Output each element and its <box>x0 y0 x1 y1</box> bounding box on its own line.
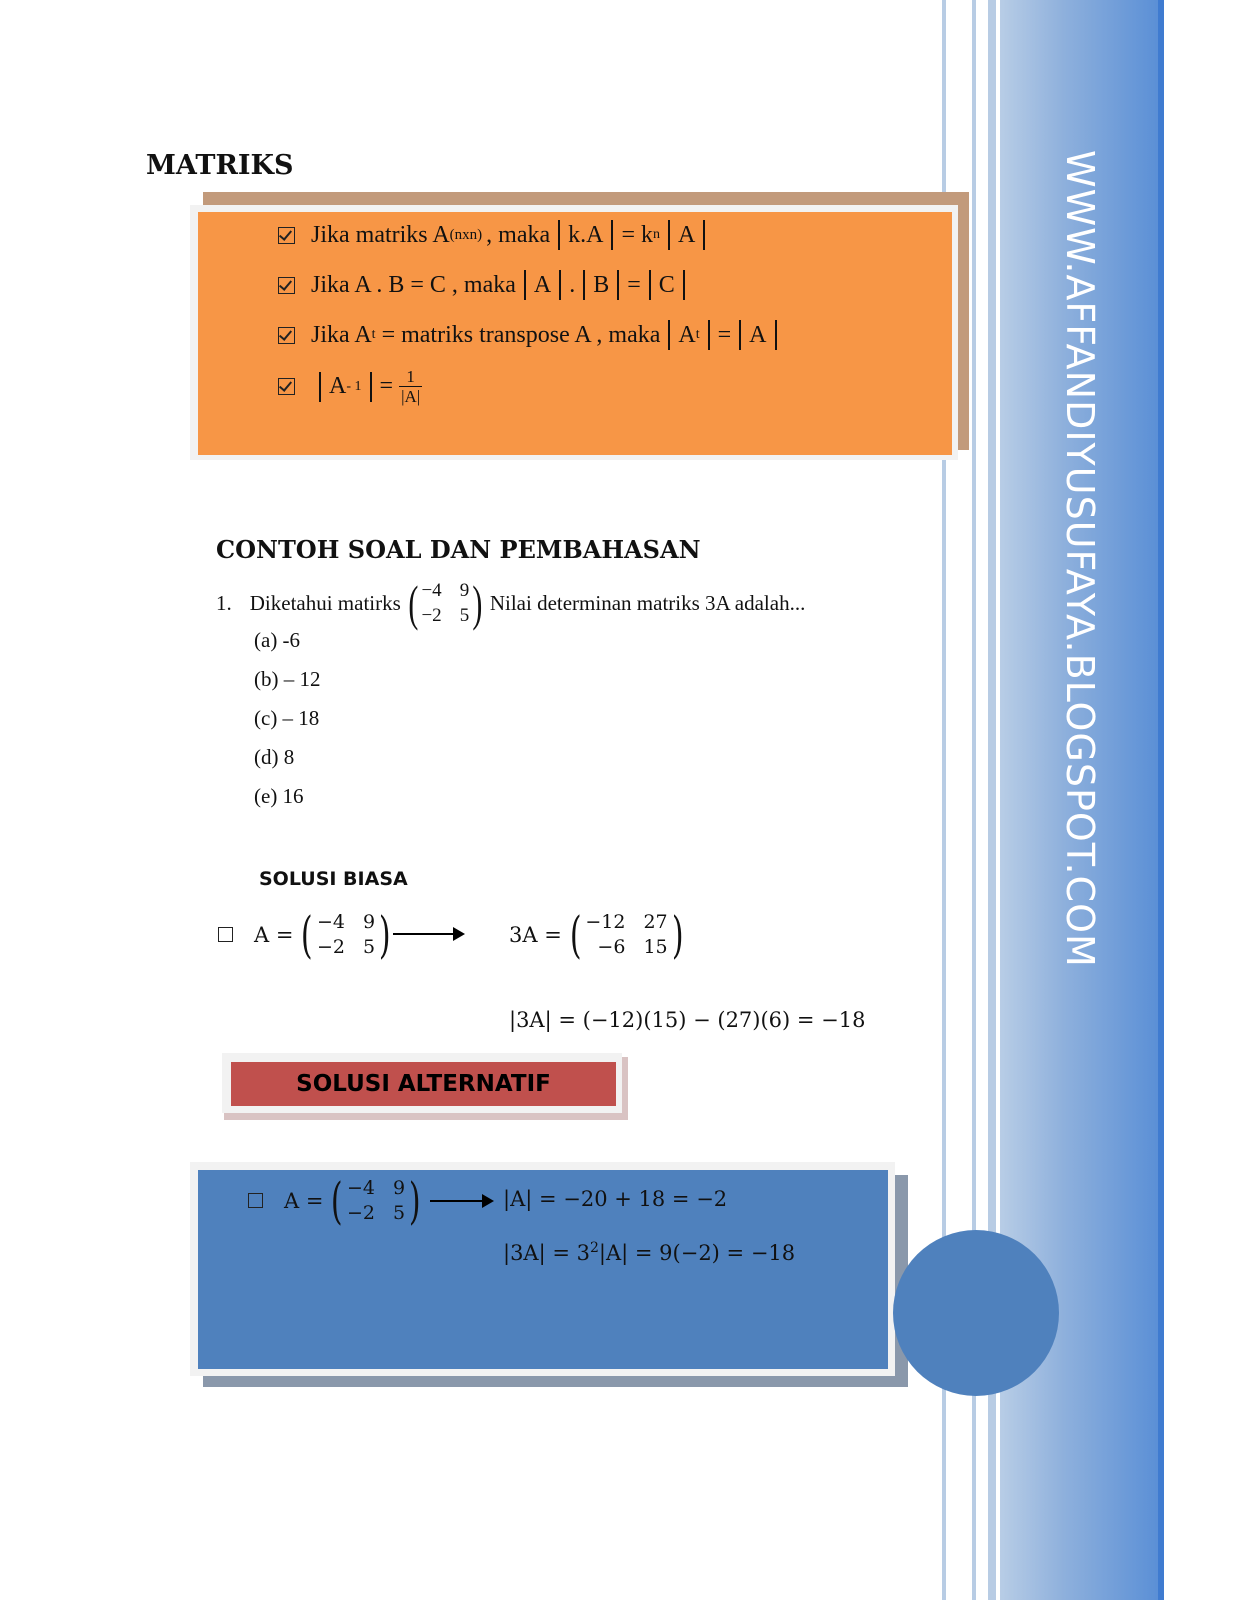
math-text: 3A = <box>509 923 562 947</box>
checkbox-icon <box>278 277 295 294</box>
solusi-biasa-matrix-3a <box>509 906 687 964</box>
matrix-cell: −2 <box>421 605 442 626</box>
property-text: = <box>379 373 394 399</box>
abs-bar <box>617 270 619 300</box>
property-text: A <box>678 221 696 248</box>
matrix-cell: 5 <box>362 936 376 958</box>
checkbox-icon <box>278 378 295 395</box>
matrix-cell: 5 <box>392 1202 406 1224</box>
property-text: Jika A <box>311 321 372 348</box>
matrix-cell: −4 <box>421 580 442 601</box>
math-text: A = <box>254 923 294 947</box>
abs-bar <box>668 320 670 350</box>
arrow-right-icon <box>393 933 463 935</box>
abs-bar <box>611 220 613 250</box>
alt-line-1: |A| = −20 + 18 = −2 <box>503 1187 728 1211</box>
matrix-cell: 15 <box>643 936 668 958</box>
decor-circle <box>893 1230 1059 1396</box>
property-text: . <box>569 271 576 298</box>
right-paren: ) <box>408 1172 421 1230</box>
abs-bar <box>668 220 670 250</box>
matrix-cell: 9 <box>459 580 470 601</box>
math-text: |A| = 9(−2) = −18 <box>598 1241 796 1265</box>
property-text: A <box>749 321 767 348</box>
property-2 <box>278 270 693 300</box>
matrix-cell: 9 <box>392 1177 406 1199</box>
solusi-biasa-title: SOLUSI BIASA <box>259 868 408 890</box>
page-title: MATRIKS <box>146 150 294 181</box>
property-text: A <box>678 321 696 348</box>
option-d: (d) 8 <box>254 745 295 769</box>
right-paren: ) <box>378 906 391 964</box>
math-superscript: 2 <box>589 1240 599 1256</box>
abs-bar <box>683 270 685 300</box>
checkbox-icon <box>218 927 233 942</box>
arrow-right-icon <box>430 1200 492 1202</box>
property-text: = k <box>621 221 654 248</box>
property-3 <box>278 320 785 350</box>
left-paren: ( <box>331 1172 344 1230</box>
question-number: 1. <box>216 590 232 615</box>
blog-url: WWW.AFFANDIYUSUFAYA.BLOGSPOT.COM <box>1058 150 1102 968</box>
matrix-grid <box>347 1176 405 1226</box>
matrix-cell: 9 <box>362 911 376 933</box>
fraction-denominator: |A| <box>401 387 421 406</box>
question-matrix <box>405 575 486 631</box>
properties-box <box>198 212 952 455</box>
checkbox-icon <box>278 227 295 244</box>
solusi-alternatif-banner: SOLUSI ALTERNATIF <box>231 1062 616 1106</box>
abs-bar <box>370 372 372 402</box>
matrix-grid <box>421 578 469 628</box>
abs-bar <box>708 320 710 350</box>
fraction-numerator: 1 <box>406 367 415 386</box>
matrix-cell: 27 <box>643 911 668 933</box>
alt-line-2 <box>503 1240 795 1265</box>
property-subscript: (nxn) <box>449 226 483 243</box>
right-paren: ) <box>472 575 483 631</box>
question-1 <box>216 575 806 631</box>
property-text: Jika A . B = C , maka <box>311 271 516 298</box>
abs-bar <box>775 320 777 350</box>
property-text: A <box>533 271 552 298</box>
property-superscript: - 1 <box>346 378 362 394</box>
abs-bar <box>559 270 561 300</box>
matrix-3a <box>566 906 687 964</box>
property-1 <box>278 220 713 250</box>
math-text: |3A| = 3 <box>503 1241 590 1265</box>
abs-bar <box>583 270 585 300</box>
matrix-cell: −12 <box>585 911 626 933</box>
matrix-cell: 5 <box>459 605 470 626</box>
abs-bar <box>319 372 321 402</box>
left-paren: ( <box>569 906 582 964</box>
property-text: B <box>593 271 610 298</box>
left-paren: ( <box>408 575 419 631</box>
option-b: (b) – 12 <box>254 667 321 691</box>
solusi-biasa-determinant: |3A| = (−12)(15) − (27)(6) = −18 <box>509 1008 866 1032</box>
question-text: Nilai determinan matriks 3A adalah... <box>489 590 806 615</box>
property-superscript: n <box>653 227 661 242</box>
solusi-biasa-matrix-a <box>254 906 395 964</box>
property-text: k.A <box>568 221 604 248</box>
abs-bar <box>649 270 651 300</box>
property-text: A <box>329 373 347 399</box>
matrix-cell: −4 <box>316 911 345 933</box>
matrix-a <box>297 906 394 964</box>
abs-bar <box>739 320 741 350</box>
abs-bar <box>524 270 526 300</box>
option-c: (c) – 18 <box>254 706 320 730</box>
matrix-cell: −2 <box>346 1202 375 1224</box>
property-4 <box>278 367 422 406</box>
property-superscript: t <box>371 327 376 342</box>
option-a: (a) -6 <box>254 628 301 652</box>
checkbox-icon <box>278 327 295 344</box>
fraction <box>399 367 422 406</box>
section-title: CONTOH SOAL DAN PEMBAHASAN <box>216 535 701 564</box>
matrix-cell: −4 <box>346 1177 375 1199</box>
question-text: Diketahui matirks <box>249 590 401 615</box>
property-text: C <box>658 271 675 298</box>
property-superscript: t <box>695 327 700 342</box>
property-text: = <box>627 271 641 298</box>
left-paren: ( <box>301 906 314 964</box>
matrix-a <box>327 1172 424 1230</box>
decor-side-edge <box>1158 0 1164 1600</box>
property-text: , maka <box>486 221 551 248</box>
matrix-grid <box>317 910 375 960</box>
property-text: = matriks transpose A , maka <box>381 321 661 348</box>
option-e: (e) 16 <box>254 784 304 808</box>
right-paren: ) <box>671 906 684 964</box>
abs-bar <box>558 220 560 250</box>
math-text: A = <box>284 1189 324 1213</box>
matrix-cell: −2 <box>316 936 345 958</box>
matrix-grid <box>585 910 667 960</box>
matrix-cell: −6 <box>597 936 626 958</box>
checkbox-icon <box>248 1193 263 1208</box>
property-text: Jika matriks A <box>311 221 450 248</box>
abs-bar <box>703 220 705 250</box>
alt-matrix-a <box>284 1172 425 1230</box>
property-text: = <box>717 321 732 348</box>
